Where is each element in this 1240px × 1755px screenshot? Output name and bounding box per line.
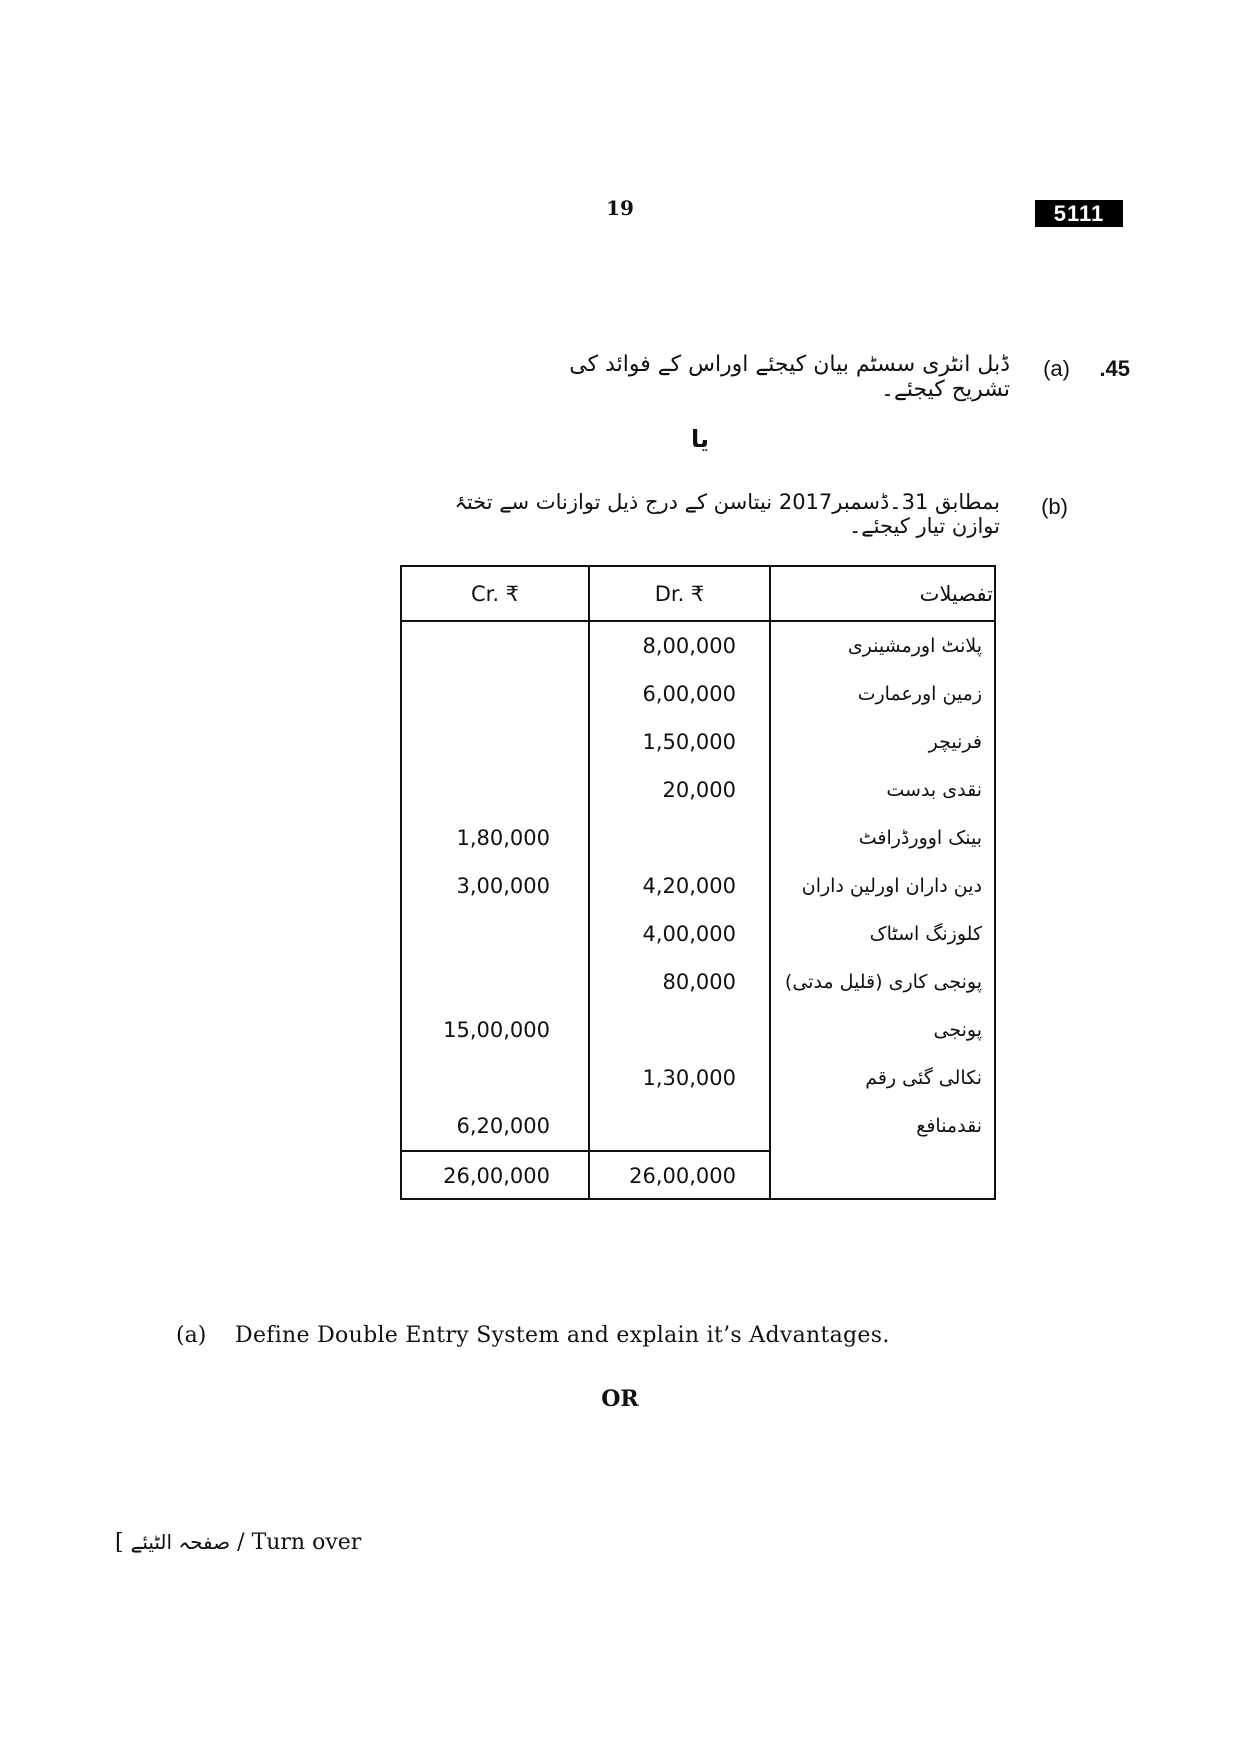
debit-cell — [590, 1015, 736, 1045]
english-or: OR — [601, 1386, 639, 1412]
credit-cell: 15,00,000 — [443, 1018, 550, 1042]
question-part-b-urdu: بمطابق 31۔ڈسمبر2017 نیتاسن کے درج ذیل توازنات سے تختۂ توازن تیار کیجئے۔ — [454, 490, 1000, 538]
column-header-debit: Dr. ₹ — [654, 582, 705, 606]
debit-cell: 6,00,000 — [642, 682, 736, 706]
particulars-cell: پونجی — [933, 1019, 982, 1041]
credit-cell — [402, 679, 550, 709]
footer-bracket: [ — [115, 1530, 124, 1555]
debit-cell: 4,00,000 — [642, 922, 736, 946]
paper-code-badge: 5111 — [1035, 200, 1123, 227]
credit-cell: 3,00,000 — [456, 874, 550, 898]
credit-total: 26,00,000 — [443, 1164, 550, 1188]
trial-balance-table — [400, 565, 996, 1200]
credit-cell — [402, 1063, 550, 1093]
credit-cell — [402, 631, 550, 661]
debit-total: 26,00,000 — [629, 1164, 736, 1188]
credit-cell — [402, 727, 550, 757]
table-row — [402, 767, 994, 815]
table-row — [402, 671, 994, 719]
debit-cell: 80,000 — [662, 970, 736, 994]
footer-turn-over — [115, 1530, 435, 1555]
credit-cell — [402, 919, 550, 949]
question-part-a-urdu: ڈبل انٹری سسٹم بیان کیجئے اوراس کے فوائد کی تشریح کیجئے۔ — [569, 352, 1010, 402]
debit-cell: 1,50,000 — [642, 730, 736, 754]
english-part-a-label: (a) — [176, 1323, 207, 1348]
particulars-cell: پلانٹ اورمشینری — [847, 635, 982, 657]
particulars-cell: نقدی بدست — [886, 779, 982, 801]
table-row — [402, 911, 994, 959]
particulars-cell: دین داران اورلین داران — [801, 875, 982, 897]
particulars-cell: نکالی گئی رقم — [865, 1067, 982, 1089]
footer-text: Turn over — [251, 1530, 362, 1555]
table-row — [402, 719, 994, 767]
question-or-urdu: یا — [690, 425, 710, 453]
debit-cell: 20,000 — [662, 778, 736, 802]
footer-separator: / — [230, 1530, 252, 1555]
debit-cell: 4,20,000 — [642, 874, 736, 898]
particulars-cell: پونجی کاری (قلیل مدتی) — [784, 971, 982, 993]
english-part-a-text: Define Double Entry System and explain it’s Advantages. — [235, 1323, 890, 1348]
question-part-b-label: (b) — [1041, 494, 1068, 519]
table-total-row — [402, 1152, 771, 1200]
table-row — [402, 1007, 994, 1055]
table-row — [402, 623, 994, 671]
particulars-cell: بینک اوورڈرافٹ — [858, 827, 982, 849]
credit-cell — [402, 775, 550, 805]
question-number: .45 — [1099, 356, 1130, 381]
table-row — [402, 959, 994, 1007]
table-row — [402, 815, 994, 863]
credit-cell — [402, 967, 550, 997]
table-row — [402, 1055, 994, 1103]
debit-cell — [590, 823, 736, 853]
table-row — [402, 863, 994, 911]
debit-cell — [590, 1111, 736, 1141]
page-number: 19 — [606, 196, 634, 220]
particulars-cell: فرنیچر — [928, 731, 982, 753]
table-row — [402, 1103, 994, 1151]
column-header-particulars: تفصیلات — [919, 582, 993, 606]
particulars-cell: زمین اورعمارت — [857, 683, 982, 705]
debit-cell: 1,30,000 — [642, 1066, 736, 1090]
footer-urdu: صفحہ الٹیئے — [130, 1530, 231, 1554]
particulars-cell: نقدمنافع — [916, 1115, 982, 1137]
column-header-credit: Cr. ₹ — [470, 582, 520, 606]
table-divider — [402, 620, 994, 622]
question-part-a-label: (a) — [1043, 356, 1070, 381]
credit-cell: 1,80,000 — [456, 826, 550, 850]
debit-cell: 8,00,000 — [642, 634, 736, 658]
credit-cell: 6,20,000 — [456, 1114, 550, 1138]
particulars-cell: کلوزنگ اسٹاک — [869, 923, 982, 945]
